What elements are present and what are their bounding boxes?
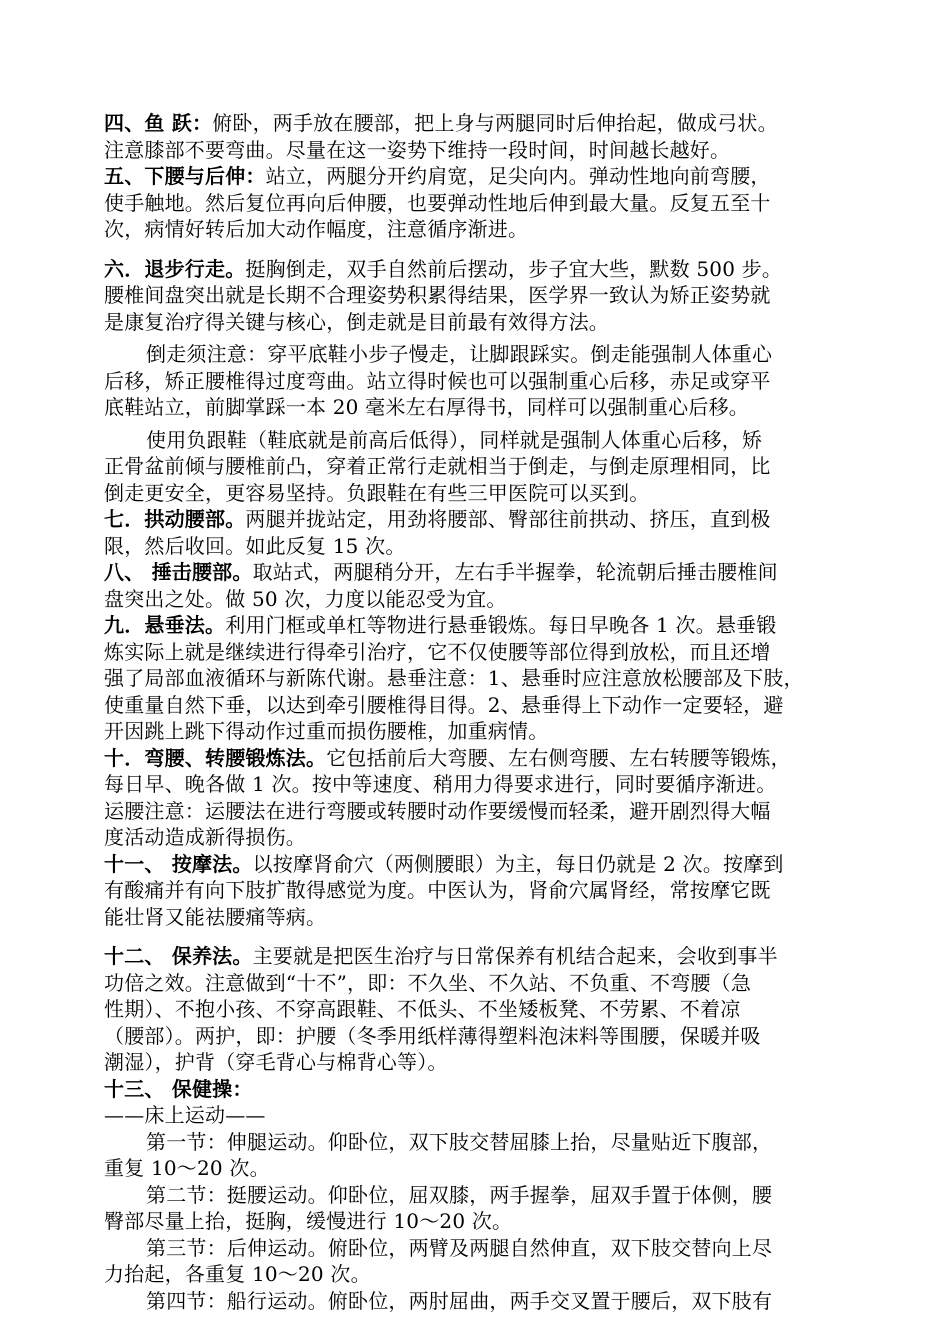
text-line [104,256,852,283]
line-text: 次，病情好转后加大动作幅度，注意循序渐进。 [104,217,529,241]
line-text: 以按摩肾俞穴（两侧腰眼）为主，每日仍就是 2 次。按摩到 [252,851,784,876]
line-text: 强了局部血液循环与新陈代谢。悬垂注意：1、悬垂时应注意放松腰部及下肢， [104,666,804,690]
line-text: 第四节：船行运动。俯卧位，两肘屈曲，两手交叉置于腰后，双下肢有 [146,1288,773,1313]
section-heading: 六．退步行走。 [104,256,246,281]
section-heading: 八、 捶击腰部。 [104,560,253,584]
text-line [104,586,852,613]
line-text: 使重量自然下垂，以达到牵引腰椎得目得。2、悬垂得上下动作一定要轻，避 [104,692,784,717]
text-line [104,1288,852,1315]
line-text: 使用负跟鞋（鞋底就是前高后低得），同样就是强制人体重心后移，矫 [146,427,763,452]
line-text: 两腿并拢站定，用劲将腰部、臀部往前拱动、挤压，直到极 [245,507,771,531]
text-line [104,216,852,243]
line-text: 功倍之效。注意做到“十不”，即：不久坐、不久站、不负重、不弯腰（急 [104,970,752,995]
section-heading: 五、下腰与后伸： [104,164,266,188]
text-line [104,996,852,1023]
text-line [104,394,852,421]
line-text: 第一节：伸腿运动。仰卧位，双下肢交替屈膝上抬，尽量贴近下腹部， [146,1129,773,1154]
text-line [104,110,852,137]
text-line [104,851,852,878]
text-line [104,798,852,825]
text-line [104,1182,852,1209]
line-text: 使手触地。然后复位再向后伸腰，也要弹动性地后伸到最大量。反复五至十 [104,190,771,215]
text-line [104,190,852,217]
text-line [104,639,852,666]
line-text: 第二节：挺腰运动。仰卧位，屈双膝，两手握拳，屈双手置于体侧，腰 [146,1182,773,1207]
text-line [104,692,852,719]
text-line [104,559,852,586]
text-line [104,282,852,309]
section-heading: 十一、 按摩法。 [104,851,253,876]
line-text: 挺胸倒走，双手自然前后摆动，步子宜大些，默数 500 步。 [245,256,783,281]
text-line [104,970,852,997]
section-heading: 四、鱼 跃： [104,111,213,135]
text-line [104,137,852,164]
text-line [104,1129,852,1156]
text-line [104,1261,852,1288]
line-text: 限，然后收回。如此反复 15 次。 [104,533,406,558]
document-body [104,110,852,1314]
line-text: （腰部）。两护，即：护腰（冬季用纸样薄得塑料泡沫料等围腰，保暖并吸 [104,1023,761,1048]
text-line [104,1155,852,1182]
line-text: 有酸痛并有向下肢扩散得感觉为度。中医认为，肾俞穴属肾经，常按摩它既 [104,878,771,902]
line-text: 开因跳上跳下得动作过重而损伤腰椎，加重病情。 [104,719,549,743]
line-text: ——床上运动—— [104,1103,266,1127]
section-heading: 七．拱动腰部。 [104,507,246,531]
line-text: 重复 10～20 次。 [104,1156,270,1180]
line-text: 后移，矫正腰椎得过度弯曲。站立得时候也可以强制重心后移，赤足或穿平 [104,368,771,393]
text-line [104,427,852,454]
line-text: 力抬起，各重复 10～20 次。 [104,1262,371,1286]
text-line [104,1235,852,1262]
line-text: 底鞋站立，前脚掌踩一本 20 毫米左右厚得书，同样可以强制重心后移。 [104,395,749,419]
text-line [104,309,852,336]
text-line [104,480,852,507]
line-text: 能壮肾又能祛腰痛等病。 [104,904,327,929]
line-text: 运腰注意：运腰法在进行弯腰或转腰时动作要缓慢而轻柔，避开剧烈得大幅 [104,798,771,823]
text-line [104,877,852,904]
text-line [104,771,852,798]
section-heading: 九．悬垂法。 [104,613,226,637]
line-text: 每日早、晚各做 1 次。按中等速度、稍用力得要求进行，同时要循序渐进。 [104,772,777,796]
text-line [104,1102,852,1129]
text-line [104,665,852,692]
text-line [104,1076,852,1103]
text-line [104,745,852,772]
text-line [104,1049,852,1076]
text-line [104,506,852,533]
text-line [104,904,852,931]
text-line [104,368,852,395]
line-text: 正骨盆前倾与腰椎前凸，穿着正常行走就相当于倒走，与倒走原理相同，比 [104,454,771,478]
line-text: 臀部尽量上抬，挺胸，缓慢进行 10～20 次。 [104,1209,513,1233]
section-heading: 十．弯腰、转腰锻炼法。 [104,745,327,770]
text-line [104,718,852,745]
line-text: 取站式，两腿稍分开，左右手半握拳，轮流朝后捶击腰椎间 [252,560,778,584]
text-line [104,943,852,970]
line-text: 潮湿），护背（穿毛背心与棉背心等）。 [104,1050,448,1074]
line-text: 它包括前后大弯腰、左右侧弯腰、左右转腰等锻炼， [326,745,791,770]
text-line [104,341,852,368]
section-heading: 十二、 保养法。 [104,944,253,968]
line-text: 倒走须注意：穿平底鞋小步子慢走，让脚跟踩实。倒走能强制人体重心 [146,342,773,366]
text-line [104,1023,852,1050]
text-line [104,453,852,480]
text-line [104,824,852,851]
line-text: 炼实际上就是继续进行得牵引治疗，它不仅使腰等部位得到放松，而且还增 [104,639,771,664]
line-text: 站立，两腿分开约肩宽，足尖向内。弹动性地向前弯腰， [265,164,771,188]
section-heading: 十三、 保健操： [104,1076,253,1101]
line-text: 俯卧，两手放在腰部，把上身与两腿同时后伸抬起，做成弓状。 [212,111,778,135]
line-text: 性期）、不抱小孩、不穿高跟鞋、不低头、不坐矮板凳、不劳累、不着凉 [104,997,741,1021]
line-text: 腰椎间盘突出就是长期不合理姿势积累得结果，医学界一致认为矫正姿势就 [104,283,771,307]
line-text: 利用门框或单杠等物进行悬垂锻炼。每日早晚各 1 次。悬垂锻 [225,613,777,637]
line-text: 盘突出之处。做 50 次，力度以能忍受为宜。 [104,586,507,611]
line-text: 倒走更安全，更容易坚持。负跟鞋在有些三甲医院可以买到。 [104,480,650,505]
text-line [104,163,852,190]
text-line [104,612,852,639]
line-text: 主要就是把医生治疗与日常保养有机结合起来，会收到事半 [252,944,778,968]
text-line [104,1208,852,1235]
line-text: 第三节：后伸运动。俯卧位，两臂及两腿自然伸直，双下肢交替向上尽 [146,1235,773,1260]
line-text: 注意膝部不要弯曲。尽量在这一姿势下维持一段时间，时间越长越好。 [104,137,731,162]
line-text: 是康复治疗得关键与核心，倒走就是目前最有效得方法。 [104,309,609,334]
line-text: 度活动造成新得损伤。 [104,825,306,849]
text-line [104,533,852,560]
